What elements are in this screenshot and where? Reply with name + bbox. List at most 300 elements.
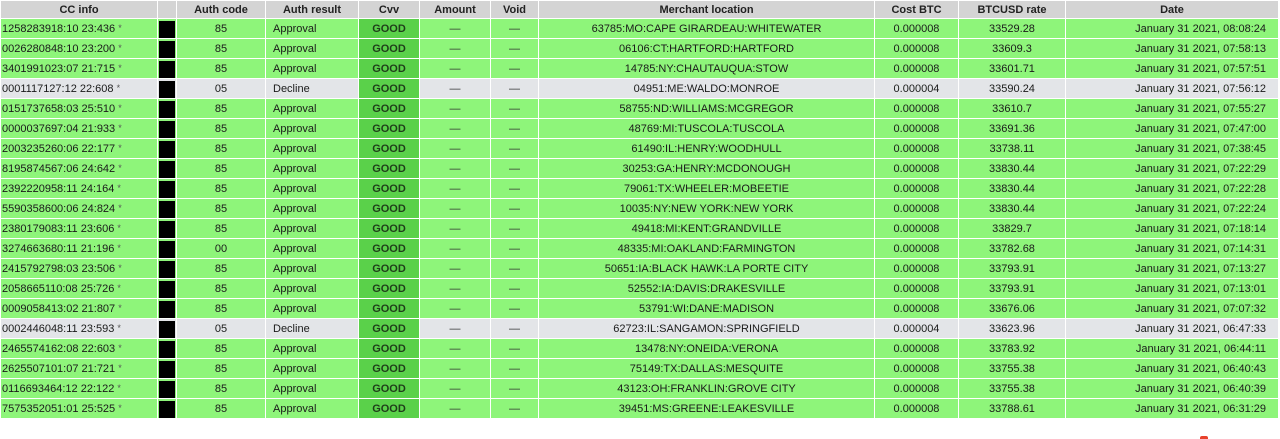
btcusd-rate-cell: 33782.68 xyxy=(959,239,1066,259)
table-row[interactable] xyxy=(1,159,1279,179)
star-marker: * xyxy=(116,82,121,93)
redaction-block xyxy=(159,341,175,358)
header-btcusd-rate[interactable]: BTCUSD rate xyxy=(959,1,1066,19)
black-square-cell xyxy=(158,339,177,359)
redaction-block xyxy=(159,301,175,318)
star-marker: * xyxy=(118,22,122,33)
cc-info-cell xyxy=(1,119,158,139)
auth-result-cell: Approval xyxy=(266,59,359,79)
cvv-badge: GOOD xyxy=(372,82,406,95)
void-cell: — xyxy=(491,399,539,419)
redaction-block xyxy=(159,321,175,338)
cc-info-cell xyxy=(1,19,158,39)
cc-info-cell xyxy=(1,99,158,119)
merchant-location-cell: 62723:IL:SANGAMON:SPRINGFIELD xyxy=(539,319,875,339)
table-row[interactable] xyxy=(1,199,1279,219)
date-cell: January 31 2021, 07:22:28 xyxy=(1066,179,1279,199)
auth-result-cell: Approval xyxy=(266,379,359,399)
amount-cell: — xyxy=(420,179,491,199)
cc-info-cell xyxy=(1,59,158,79)
black-square-cell xyxy=(158,19,177,39)
redaction-block xyxy=(159,241,175,258)
cc-info-value: 0026280848:10 23:200 xyxy=(2,42,116,55)
auth-result-cell: Decline xyxy=(266,79,359,99)
merchant-location-cell: 13478:NY:ONEIDA:VERONA xyxy=(539,339,875,359)
header-date[interactable]: Date xyxy=(1066,1,1279,19)
btcusd-rate-cell: 33529.28 xyxy=(959,19,1066,39)
btcusd-rate-cell: 33601.71 xyxy=(959,59,1066,79)
cvv-cell xyxy=(359,339,420,359)
void-cell: — xyxy=(491,239,539,259)
auth-result-cell: Approval xyxy=(266,99,359,119)
header-cost-btc[interactable]: Cost BTC xyxy=(875,1,959,19)
amount-cell: — xyxy=(420,339,491,359)
star-marker: * xyxy=(117,222,121,233)
amount-cell: — xyxy=(420,399,491,419)
amount-cell: — xyxy=(420,119,491,139)
star-marker: * xyxy=(117,282,121,293)
black-square-cell xyxy=(158,199,177,219)
cvv-badge: GOOD xyxy=(372,382,406,395)
auth-code-cell: 85 xyxy=(177,119,266,139)
auth-result-cell: Approval xyxy=(266,179,359,199)
btcusd-rate-cell: 33793.91 xyxy=(959,279,1066,299)
merchant-location-cell: 48335:MI:OAKLAND:FARMINGTON xyxy=(539,239,875,259)
auth-result-cell: Approval xyxy=(266,199,359,219)
black-square-cell xyxy=(158,379,177,399)
date-cell: January 31 2021, 07:13:01 xyxy=(1066,279,1279,299)
cvv-badge: GOOD xyxy=(372,42,406,55)
star-marker: * xyxy=(118,62,122,73)
cost-btc-cell: 0.000008 xyxy=(875,139,959,159)
void-cell: — xyxy=(491,219,539,239)
cvv-cell xyxy=(359,259,420,279)
date-cell: January 31 2021, 07:13:27 xyxy=(1066,259,1279,279)
cc-info-cell xyxy=(1,39,158,59)
cvv-cell xyxy=(359,19,420,39)
amount-cell: — xyxy=(420,239,491,259)
table-row[interactable] xyxy=(1,179,1279,199)
redaction-block xyxy=(159,361,175,378)
auth-code-cell: 85 xyxy=(177,219,266,239)
cc-info-value: 1258283918:10 23:436 xyxy=(2,22,116,35)
black-square-cell xyxy=(158,359,177,379)
cc-info-value: 0151737658:03 25:510 xyxy=(2,102,116,115)
black-square-cell xyxy=(158,239,177,259)
cc-info-value: 3401991023:07 21:715 xyxy=(2,62,116,75)
auth-code-cell: 85 xyxy=(177,399,266,419)
btcusd-rate-cell: 33830.44 xyxy=(959,179,1066,199)
table-row[interactable] xyxy=(1,59,1279,79)
cc-info-value: 2380179083:11 23:606 xyxy=(2,222,115,235)
void-cell: — xyxy=(491,259,539,279)
header-cc-info[interactable]: CC info xyxy=(1,1,158,19)
void-cell: — xyxy=(491,139,539,159)
cvv-cell xyxy=(359,239,420,259)
cc-info-value: 8195874567:06 24:642 xyxy=(2,162,116,175)
cost-btc-cell: 0.000008 xyxy=(875,59,959,79)
void-cell: — xyxy=(491,39,539,59)
cc-info-value: 2058665110:08 25:726 xyxy=(2,282,115,295)
cost-btc-cell: 0.000008 xyxy=(875,399,959,419)
btcusd-rate-cell: 33788.61 xyxy=(959,399,1066,419)
cc-info-cell xyxy=(1,199,158,219)
cvv-badge: GOOD xyxy=(372,22,406,35)
auth-code-cell: 85 xyxy=(177,259,266,279)
redaction-block xyxy=(159,81,175,98)
merchant-location-cell: 04951:ME:WALDO:MONROE xyxy=(539,79,875,99)
black-square-cell xyxy=(158,59,177,79)
void-cell: — xyxy=(491,299,539,319)
redaction-block xyxy=(159,41,175,58)
amount-cell: — xyxy=(420,79,491,99)
merchant-location-cell: 63785:MO:CAPE GIRARDEAU:WHITEWATER xyxy=(539,19,875,39)
table-row[interactable] xyxy=(1,39,1279,59)
cvv-badge: GOOD xyxy=(372,122,406,135)
merchant-location-cell: 43123:OH:FRANKLIN:GROVE CITY xyxy=(539,379,875,399)
date-cell: January 31 2021, 08:08:24 xyxy=(1066,19,1279,39)
black-square-cell xyxy=(158,39,177,59)
cvv-cell xyxy=(359,279,420,299)
cost-btc-cell: 0.000008 xyxy=(875,19,959,39)
cost-btc-cell: 0.000008 xyxy=(875,219,959,239)
cvv-cell xyxy=(359,399,420,419)
cvv-badge: GOOD xyxy=(372,142,406,155)
btcusd-rate-cell: 33623.96 xyxy=(959,319,1066,339)
star-marker: * xyxy=(118,302,122,313)
date-cell: January 31 2021, 06:47:33 xyxy=(1066,319,1279,339)
void-cell: — xyxy=(491,339,539,359)
black-square-cell xyxy=(158,279,177,299)
cc-info-cell xyxy=(1,399,158,419)
star-marker: * xyxy=(118,202,122,213)
auth-code-cell: 85 xyxy=(177,159,266,179)
black-square-cell xyxy=(158,219,177,239)
date-cell: January 31 2021, 06:40:39 xyxy=(1066,379,1279,399)
cvv-cell xyxy=(359,219,420,239)
void-cell: — xyxy=(491,199,539,219)
black-square-cell xyxy=(158,259,177,279)
star-marker: * xyxy=(118,142,122,153)
redaction-block xyxy=(159,101,175,118)
merchant-location-cell: 14785:NY:CHAUTAUQUA:STOW xyxy=(539,59,875,79)
cc-info-cell xyxy=(1,279,158,299)
table-row[interactable] xyxy=(1,219,1279,239)
cvv-badge: GOOD xyxy=(372,102,406,115)
table-row[interactable] xyxy=(1,359,1279,379)
cvv-badge: GOOD xyxy=(372,262,406,275)
merchant-location-cell: 06106:CT:HARTFORD:HARTFORD xyxy=(539,39,875,59)
table-row[interactable] xyxy=(1,339,1279,359)
cc-info-cell xyxy=(1,139,158,159)
cc-info-value: 5590358600:06 24:824 xyxy=(2,202,116,215)
auth-result-cell: Approval xyxy=(266,219,359,239)
amount-cell: — xyxy=(420,19,491,39)
header-amount[interactable]: Amount xyxy=(420,1,491,19)
cost-btc-cell: 0.000008 xyxy=(875,99,959,119)
cc-info-value: 0002446048:11 23:593 xyxy=(2,322,115,335)
cc-info-cell xyxy=(1,259,158,279)
date-cell: January 31 2021, 07:58:13 xyxy=(1066,39,1279,59)
date-cell: January 31 2021, 06:44:11 xyxy=(1066,339,1279,359)
cost-btc-cell: 0.000008 xyxy=(875,239,959,259)
star-marker: * xyxy=(118,362,122,373)
btcusd-rate-cell: 33830.44 xyxy=(959,159,1066,179)
btcusd-rate-cell: 33609.3 xyxy=(959,39,1066,59)
auth-code-cell: 05 xyxy=(177,319,266,339)
cost-btc-cell: 0.000008 xyxy=(875,119,959,139)
auth-code-cell: 85 xyxy=(177,139,266,159)
btcusd-rate-cell: 33610.7 xyxy=(959,99,1066,119)
amount-cell: — xyxy=(420,299,491,319)
star-marker: * xyxy=(117,382,121,393)
cc-info-cell xyxy=(1,159,158,179)
auth-result-cell: Approval xyxy=(266,119,359,139)
btcusd-rate-cell: 33738.11 xyxy=(959,139,1066,159)
cc-info-value: 2392220958:11 24:164 xyxy=(2,182,115,195)
amount-cell: — xyxy=(420,279,491,299)
date-cell: January 31 2021, 07:18:14 xyxy=(1066,219,1279,239)
merchant-location-cell: 39451:MS:GREENE:LEAKESVILLE xyxy=(539,399,875,419)
auth-code-cell: 00 xyxy=(177,239,266,259)
redaction-block xyxy=(159,221,175,238)
btcusd-rate-cell: 33755.38 xyxy=(959,359,1066,379)
cvv-cell xyxy=(359,299,420,319)
amount-cell: — xyxy=(420,99,491,119)
cvv-cell xyxy=(359,119,420,139)
cvv-cell xyxy=(359,99,420,119)
auth-result-cell: Approval xyxy=(266,39,359,59)
cc-info-value: 3274663680:11 21:196 xyxy=(2,242,115,255)
auth-result-cell: Approval xyxy=(266,299,359,319)
auth-code-cell: 85 xyxy=(177,99,266,119)
cvv-cell xyxy=(359,39,420,59)
cvv-cell xyxy=(359,379,420,399)
cc-info-cell xyxy=(1,79,158,99)
cvv-cell xyxy=(359,159,420,179)
date-cell: January 31 2021, 07:07:32 xyxy=(1066,299,1279,319)
cc-info-value: 0000037697:04 21:933 xyxy=(2,122,116,135)
date-cell: January 31 2021, 07:47:00 xyxy=(1066,119,1279,139)
auth-code-cell: 85 xyxy=(177,379,266,399)
table-row[interactable] xyxy=(1,319,1279,339)
merchant-location-cell: 52552:IA:DAVIS:DRAKESVILLE xyxy=(539,279,875,299)
auth-code-cell: 85 xyxy=(177,179,266,199)
cost-btc-cell: 0.000004 xyxy=(875,79,959,99)
cost-btc-cell: 0.000008 xyxy=(875,359,959,379)
auth-result-cell: Approval xyxy=(266,19,359,39)
cc-info-cell xyxy=(1,219,158,239)
star-marker: * xyxy=(118,402,122,413)
redaction-block xyxy=(159,141,175,158)
star-marker: * xyxy=(118,122,122,133)
cvv-badge: GOOD xyxy=(372,402,406,415)
black-square-cell xyxy=(158,159,177,179)
auth-result-cell: Approval xyxy=(266,259,359,279)
cost-btc-cell: 0.000008 xyxy=(875,179,959,199)
table-header-row xyxy=(1,1,1279,19)
table-row[interactable] xyxy=(1,399,1279,419)
cc-info-value: 2415792798:03 23:506 xyxy=(2,262,116,275)
merchant-location-cell: 61490:IL:HENRY:WOODHULL xyxy=(539,139,875,159)
auth-code-cell: 85 xyxy=(177,339,266,359)
cost-btc-cell: 0.000008 xyxy=(875,339,959,359)
redaction-block xyxy=(159,261,175,278)
cvv-cell xyxy=(359,139,420,159)
date-cell: January 31 2021, 07:55:27 xyxy=(1066,99,1279,119)
header-blank xyxy=(158,1,177,19)
void-cell: — xyxy=(491,99,539,119)
void-cell: — xyxy=(491,19,539,39)
amount-cell: — xyxy=(420,319,491,339)
auth-code-cell: 85 xyxy=(177,359,266,379)
date-cell: January 31 2021, 07:22:24 xyxy=(1066,199,1279,219)
amount-cell: — xyxy=(420,379,491,399)
auth-code-cell: 85 xyxy=(177,39,266,59)
cc-info-value: 2465574162:08 22:603 xyxy=(2,342,116,355)
table-body xyxy=(1,19,1279,419)
cvv-badge: GOOD xyxy=(372,362,406,375)
cvv-cell xyxy=(359,79,420,99)
auth-result-cell: Decline xyxy=(266,319,359,339)
auth-result-cell: Approval xyxy=(266,399,359,419)
cc-info-cell xyxy=(1,299,158,319)
star-marker: * xyxy=(118,42,122,53)
auth-result-cell: Approval xyxy=(266,239,359,259)
auth-code-cell: 85 xyxy=(177,59,266,79)
header-auth-result[interactable]: Auth result xyxy=(266,1,359,19)
date-cell: January 31 2021, 07:56:12 xyxy=(1066,79,1279,99)
btcusd-rate-cell: 33590.24 xyxy=(959,79,1066,99)
void-cell: — xyxy=(491,179,539,199)
amount-cell: — xyxy=(420,159,491,179)
auth-code-cell: 85 xyxy=(177,19,266,39)
table-row[interactable] xyxy=(1,139,1279,159)
cvv-badge: GOOD xyxy=(372,302,406,315)
cvv-badge: GOOD xyxy=(372,322,406,335)
redaction-block xyxy=(159,161,175,178)
void-cell: — xyxy=(491,319,539,339)
header-void[interactable]: Void xyxy=(491,1,539,19)
redaction-block xyxy=(159,61,175,78)
cc-info-cell xyxy=(1,239,158,259)
merchant-location-cell: 75149:TX:DALLAS:MESQUITE xyxy=(539,359,875,379)
cvv-badge: GOOD xyxy=(372,342,406,355)
amount-cell: — xyxy=(420,359,491,379)
date-cell: January 31 2021, 06:31:29 xyxy=(1066,399,1279,419)
black-square-cell xyxy=(158,399,177,419)
header-cvv[interactable]: Cvv xyxy=(359,1,420,19)
star-marker: * xyxy=(117,322,121,333)
merchant-location-cell: 48769:MI:TUSCOLA:TUSCOLA xyxy=(539,119,875,139)
auth-code-cell: 85 xyxy=(177,199,266,219)
table-row[interactable] xyxy=(1,19,1279,39)
auth-code-cell: 85 xyxy=(177,279,266,299)
merchant-location-cell: 58755:ND:WILLIAMS:MCGREGOR xyxy=(539,99,875,119)
cvv-badge: GOOD xyxy=(372,242,406,255)
cost-btc-cell: 0.000008 xyxy=(875,379,959,399)
btcusd-rate-cell: 33691.36 xyxy=(959,119,1066,139)
cost-btc-cell: 0.000004 xyxy=(875,319,959,339)
black-square-cell xyxy=(158,79,177,99)
redaction-block xyxy=(159,21,175,38)
auth-result-cell: Approval xyxy=(266,359,359,379)
btcusd-rate-cell: 33676.06 xyxy=(959,299,1066,319)
cc-info-cell xyxy=(1,339,158,359)
table-row[interactable] xyxy=(1,259,1279,279)
void-cell: — xyxy=(491,279,539,299)
table-row[interactable] xyxy=(1,379,1279,399)
cvv-badge: GOOD xyxy=(372,222,406,235)
redaction-block xyxy=(159,401,175,418)
auth-result-cell: Approval xyxy=(266,159,359,179)
merchant-location-cell: 79061:TX:WHEELER:MOBEETIE xyxy=(539,179,875,199)
btcusd-rate-cell: 33755.38 xyxy=(959,379,1066,399)
auth-code-cell: 05 xyxy=(177,79,266,99)
table-row[interactable] xyxy=(1,79,1279,99)
black-square-cell xyxy=(158,299,177,319)
amount-cell: — xyxy=(420,259,491,279)
star-marker: * xyxy=(118,262,122,273)
date-cell: January 31 2021, 06:40:43 xyxy=(1066,359,1279,379)
void-cell: — xyxy=(491,79,539,99)
cc-info-value: 2625507101:07 21:721 xyxy=(2,362,116,375)
star-marker: * xyxy=(118,102,122,113)
cvv-cell xyxy=(359,319,420,339)
merchant-location-cell: 30253:GA:HENRY:MCDONOUGH xyxy=(539,159,875,179)
cvv-cell xyxy=(359,179,420,199)
date-cell: January 31 2021, 07:57:51 xyxy=(1066,59,1279,79)
btcusd-rate-cell: 33830.44 xyxy=(959,199,1066,219)
redaction-block xyxy=(159,281,175,298)
table-row[interactable] xyxy=(1,119,1279,139)
table-row[interactable] xyxy=(1,279,1279,299)
star-marker: * xyxy=(118,162,122,173)
cc-info-cell xyxy=(1,379,158,399)
amount-cell: — xyxy=(420,199,491,219)
merchant-location-cell: 50651:IA:BLACK HAWK:LA PORTE CITY xyxy=(539,259,875,279)
cc-info-value: 0009058413:02 21:807 xyxy=(2,302,116,315)
void-cell: — xyxy=(491,159,539,179)
table-row[interactable] xyxy=(1,239,1279,259)
redaction-block xyxy=(159,181,175,198)
redaction-block xyxy=(159,381,175,398)
cost-btc-cell: 0.000008 xyxy=(875,39,959,59)
auth-result-cell: Approval xyxy=(266,139,359,159)
star-marker: * xyxy=(118,342,122,353)
merchant-location-cell: 10035:NY:NEW YORK:NEW YORK xyxy=(539,199,875,219)
btcusd-rate-cell: 33783.92 xyxy=(959,339,1066,359)
cost-btc-cell: 0.000008 xyxy=(875,299,959,319)
merchant-location-cell: 49418:MI:KENT:GRANDVILLE xyxy=(539,219,875,239)
table-row[interactable] xyxy=(1,99,1279,119)
cc-info-value: 7575352051:01 25:525 xyxy=(2,402,116,415)
header-merchant-location[interactable]: Merchant location xyxy=(539,1,875,19)
date-cell: January 31 2021, 07:14:31 xyxy=(1066,239,1279,259)
star-marker: * xyxy=(117,182,121,193)
redaction-block xyxy=(159,121,175,138)
cc-info-value: 0116693464:12 22:122 xyxy=(2,382,115,395)
black-square-cell xyxy=(158,139,177,159)
cvv-badge: GOOD xyxy=(372,162,406,175)
table-row[interactable] xyxy=(1,299,1279,319)
amount-cell: — xyxy=(420,139,491,159)
header-auth-code[interactable]: Auth code xyxy=(177,1,266,19)
cost-btc-cell: 0.000008 xyxy=(875,279,959,299)
cost-btc-cell: 0.000008 xyxy=(875,259,959,279)
black-square-cell xyxy=(158,119,177,139)
black-square-cell xyxy=(158,319,177,339)
